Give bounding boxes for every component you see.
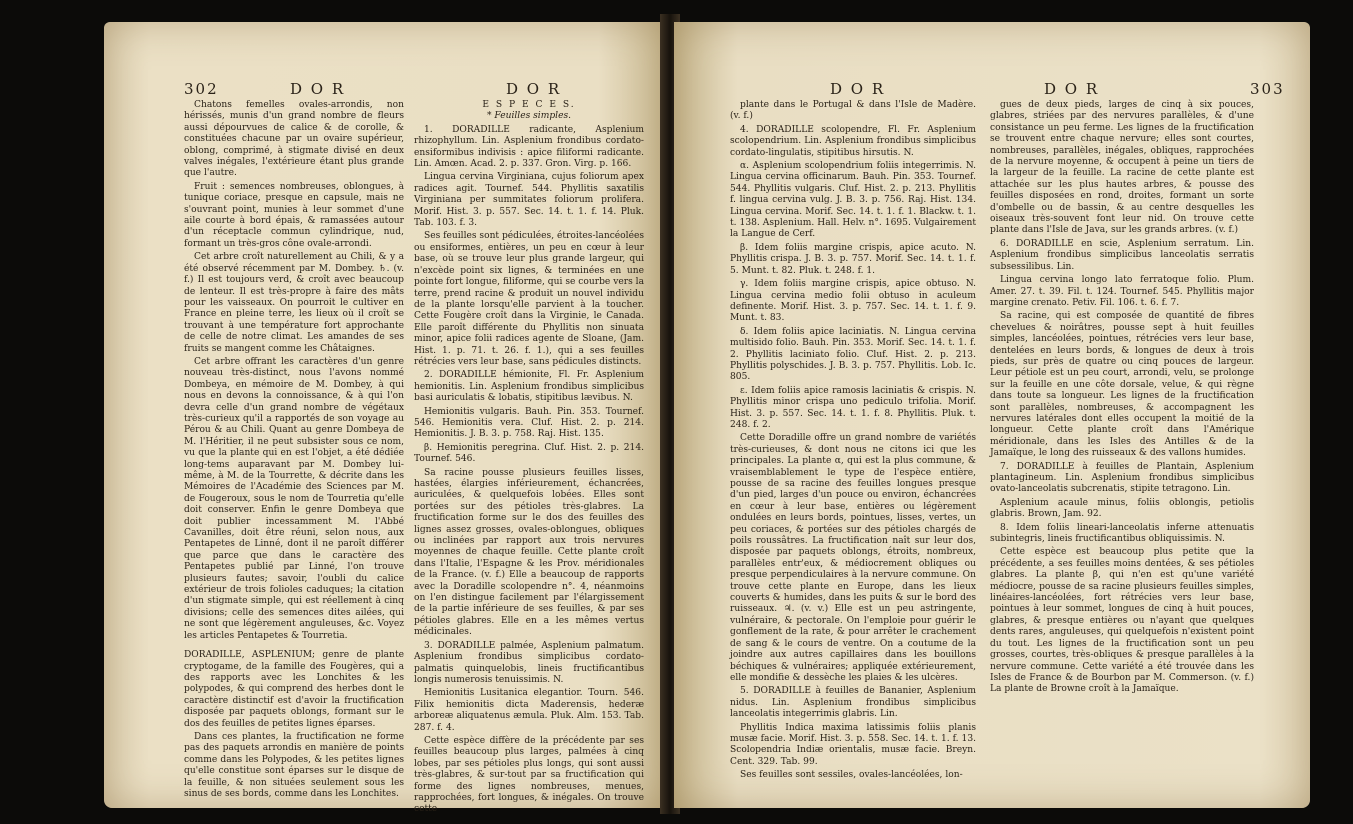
paragraph: Sa racine, qui est composée de quantité de fibres chevelues & noirâtres, pousse sept à huit feuilles simples, lancéolées, pointues, rétrécies vers leur base, dentelées en leurs bords, & longues de deux à trois pieds, sur près de quatre ou cinq pouces de largeur. Leur pétiole est un peu court, arrondi, velu, se prolonge sur la feuille en une côte dorsale, velue, & qui règne dans toute sa longueur. Les lignes de la fructification sont parallèles, nombreuses, & accompagnent les nervures latérales dont elles occupent la moitié de la longueur. Cette plante croît dans l'Amérique méridionale, dans les Isles des Antilles & de la Jamaïque, le long des ruisseaux & des vallons humides. bbox=[990, 311, 1254, 459]
paragraph: Lingua cervina Virginiana, cujus foliorum apex radices agit. Tournef. 544. Phyllitis saxatilis Virginiana per summitates foliorum prolifera. Morif. Hist. 3. p. 557. Sec. 14. t. 1. f. 14. Pluk. Tab. 103. f. 3. bbox=[414, 172, 644, 229]
paragraph: Fruit : semences nombreuses, oblongues, à tunique coriace, presque en capsule, mais ne s'ouvrant point, munies à leur sommet d'une aile courte à bord épais, & ramassées autour d'un réceptacle commun cylindrique, nud, formant un très-gros cône ovale-arrondi. bbox=[184, 181, 404, 249]
paragraph: DORADILLE, ASPLENIUM; genre de plante cryptogame, de la famille des Fougères, qui a des rapports avec les Lonchites & les polypodes, & qui comprend des herbes dont le caractère distinctif est d'avoir la fructification disposée par paquets oblongs, formant sur le dos des feuilles de petites lignes éparses. bbox=[184, 650, 404, 729]
page-number: 302 bbox=[184, 80, 219, 98]
right-page bbox=[674, 22, 1310, 808]
paragraph: gues de deux pieds, larges de cinq à six pouces, glabres, striées par des nervures parallèles, & d'une consistance un peu ferme. Les lignes de la fructification se trouvent entre chaque nervure; elles sont courtes, nombreuses, parallèles, inégales, obliques, rapprochées de la nervure moyenne, & occupent à peine un tiers de la largeur de la feuille. La racine de cette plante est attachée sur les plus hautes arbres, & pousse des feuilles disposées en rond, droites, formant un sorte d'ombelle ou de bassin, & au centre desquelles les oiseaux très-souvent font leur nid. On trouve cette plante dans l'Isle de Java, sur les grands arbres. (v. f.) bbox=[990, 100, 1254, 236]
paragraph: Ses feuilles sont sessiles, ovales-lancéolées, lon- bbox=[740, 770, 963, 781]
paragraph: 3. DORADILLE palmée, Asplenium palmatum. Asplenium frondibus simplicibus cordato-palmatis quinquelobis, lineis fructificantibus longis numerosis tenuissimis. N. bbox=[414, 640, 644, 685]
text-column bbox=[730, 100, 976, 800]
paragraph: Hemionitis vulgaris. Bauh. Pin. 353. Tournef. 546. Hemionitis vera. Cluf. Hist. 2. p. 214. Hemionitis. J. B. 3. p. 758. Raj. Hist. 135. bbox=[414, 406, 644, 440]
running-head: D O R bbox=[1044, 80, 1100, 98]
running-head: D O R bbox=[830, 80, 886, 98]
paragraph: Hemionitis Lusitanica elegantior. Tourn. 546. Filix hemionitis dicta Maderensis, hederæ arboreæ aliquatenus æmula. Pluk. Alm. 153. Tab. 287. f. 4. bbox=[414, 688, 644, 733]
paragraph: Lingua cervina longo lato ferratoque folio. Plum. Amer. 27. t. 39. Fil. t. 124. Tournef. 545. Phyllitis major margine crenato. Petiv. Fil. 106. t. 6. f. 7. bbox=[990, 275, 1254, 308]
paragraph: 4. DORADILLE scolopendre, Fl. Fr. Asplenium scolopendrium. Lin. Asplenium frondibus simplicibus cordato-lingulatis, stipitibus hirsutis. N. bbox=[730, 124, 976, 158]
paragraph: 2. DORADILLE hémionite, Fl. Fr. Asplenium hemionitis. Lin. Asplenium frondibus simplicibus basi auriculatis & lobatis, stipitibus lævibus. N. bbox=[414, 370, 644, 404]
paragraph: Cet arbre croît naturellement au Chili, & y a été observé récemment par M. Dombey. ♄. (v. f.) Il est toujours verd, & croît avec beaucoup de lenteur. Il est très-propre à faire des mâts pour les vaisseaux. On pourroit le cultiver en France en pleine terre, les lieux où il croît se trouvant à une température fort approchante de celle de notre climat. Les amandes de ses fruits se mangent comme les Châtaignes. bbox=[184, 252, 404, 354]
paragraph: ε. Idem foliis apice ramosis laciniatis & crispis. N. Phyllitis minor crispa uno pediculo trifolia. Morif. Hist. 3. p. 557. Sec. 14. t. 1. f. 8. Phyllitis. Pluk. t. 248. f. 2. bbox=[730, 385, 976, 430]
paragraph: plante dans le Portugal & dans l'Isle de Madère. (v. f.) bbox=[730, 100, 976, 122]
paragraph: β. Idem foliis margine crispis, apice acuto. N. Phyllitis crispa. J. B. 3. p. 757. Morif. Sec. 14. t. 1. f. 5. Munt. t. 82. Pluk. t. 248. f. 1. bbox=[730, 242, 976, 276]
paragraph: Cet arbre offrant les caractères d'un genre nouveau très-distinct, nous l'avons nommé Dombeya, en mémoire de M. Dombey, à qui nous en devons la connoissance, & à qui l'on devra celle d'un grand nombre de végétaux très-curieux qu'il a rapportés de son voyage au Pérou & au Chili. Quant au genre Dombeya de M. l'Héritier, il ne peut subsister sous ce nom, vu que la plante qui en est l'objet, a été dédiée long-tems auparavant par M. Dombey lui-même, à M. de la Tourrette, & décrite dans les Mémoires de l'Académie des Sciences par M. de Fougeroux, sous le nom de Tourretia qu'elle doit conserver. Enfin le genre Dombeya que doit publier incessamment M. l'Abbé Cavanilles, doit être réuni, selon nous, aux Pentapetes de Linné, dont il ne paroît différer que parce que dans le caractère des Pentapetes publié par Linné, l'on trouve plusieurs fautes; savoir, l'oubli du calice extérieur de trois folioles caduques; la citation d'un stigmate simple, qui est réellement à cinq divisions; celle des semences dites ailées, qui ne sont que légèrement anguleuses, &c. Voyez les articles Pentapetes & Tourretia. bbox=[184, 356, 404, 641]
paragraph: Chatons femelles ovales-arrondis, non hérissés, munis d'un grand nombre de fleurs aussi dépourvues de calice & de corolle, & constituées chacune par un ovaire supérieur, oblong, comprimé, à stigmate divisé en deux valves inégales, l'extérieure étant plus grande que l'autre. bbox=[184, 100, 404, 179]
left-page bbox=[104, 22, 666, 815]
paragraph: δ. Idem foliis apice laciniatis. N. Lingua cervina multisido folio. Bauh. Pin. 353. Morif. Sec. 14. t. 1. f. 2. Phyllitis laciniato folio. Cluf. Hist. 2. p. 213. Phyllitis polyschides. J. B. 3. p. 757. Phyllitis. Lob. Ic. 805. bbox=[730, 326, 976, 383]
running-head: D O R bbox=[506, 80, 562, 98]
text-column bbox=[184, 100, 404, 800]
paragraph: Phyllitis Indica maxima latissimis foliis planis musæ facie. Morif. Hist. 3. p. 558. Sec. 14. t. 1. f. 13. Scolopendria Indiæ orientalis, musæ facie. Breyn. Cent. 329. Tab. 99. bbox=[730, 722, 976, 767]
paragraph: 7. DORADILLE à feuilles de Plantain, Asplenium plantagineum. Lin. Asplenium frondibus simplicibus ovato-lanceolatis subcrenatis, stipite tetragono. Lin. bbox=[990, 461, 1254, 495]
paragraph: Asplenium acaule minus, foliis oblongis, petiolis glabris. Brown, Jam. 92. bbox=[990, 497, 1254, 520]
paragraph: * Feuilles simples. bbox=[486, 111, 572, 122]
text-column bbox=[414, 100, 644, 815]
paragraph: 8. Idem foliis lineari-lanceolatis inferne attenuatis subintegris, lineis fructificantibus obliquissimis. N. bbox=[990, 522, 1254, 545]
text-column bbox=[990, 100, 1254, 800]
page-number: 303 bbox=[1250, 80, 1285, 98]
paragraph: E S P E C E S. bbox=[482, 100, 576, 110]
paragraph: Dans ces plantes, la fructification ne forme pas des paquets arrondis en manière de points comme dans les Polypodes, & les petites lignes qu'elle constitue sont éparses sur le disque de la feuille, & non situées seulement sous les sinus de ses bords, comme dans les Lonchites. bbox=[184, 731, 404, 799]
running-head: D O R bbox=[290, 80, 346, 98]
paragraph: Cette espèce diffère de la précédente par ses feuilles beaucoup plus larges, palmées à cinq lobes, par ses pétioles plus longs, qui sont aussi très-glabres, & sur-tout par sa fructification qui forme des lignes nombreuses, menues, rapprochées, fort longues, & inégales. On trouve cette bbox=[414, 735, 644, 815]
paragraph: α. Asplenium scolopendrium foliis integerrimis. N. Lingua cervina officinarum. Bauh. Pin. 353. Tournef. 544. Phyllitis vulgaris. Cluf. Hist. 2. p. 213. Phyllitis f. lingua cervina vulg. J. B. 3. p. 756. Raj. Hist. 134. Lingua cervina. Morif. Sec. 14. t. 1. f. 1. Blackw. t. 1. t. 138. Asplenium. Hall. Helv. n°. 1695. Vulgairement la Langue de Cerf. bbox=[730, 161, 976, 240]
open-book bbox=[104, 14, 1322, 814]
paragraph: 1. DORADILLE radicante, Asplenium rhizophyllum. Lin. Asplenium frondibus cordato-ensiformibus indivisis : apice filiformi radicante. Lin. Amœn. Acad. 2. p. 337. Gron. Virg. p. 166. bbox=[414, 124, 644, 170]
paragraph: γ. Idem foliis margine crispis, apice obtuso. N. Lingua cervina medio folii obtuso in aculeum definente. Morif. Hist. 3. p. 757. Sec. 14. t. 1. f. 9. Munt. t. 83. bbox=[730, 279, 976, 324]
paragraph: Ses feuilles sont pédiculées, étroites-lancéolées ou ensiformes, entières, un peu en cœur à leur base, où se trouve leur plus grande largeur, qui n'excède point six lignes, & terminées en une pointe fort longue, filiforme, qui se courbe vers la terre, prend racine & produit un nouvel individu de la plante lorsqu'elle parvient à la toucher. Cette Fougère croît dans la Virginie, le Canada. Elle paroît différente du Phyllitis non sinuata minor, apice folii radices agente de Sloane, (Jam. Hist. 1. p. 71. t. 26. f. 1.), qui a ses feuilles rétrécies vers leur base, sans pédicules distincts. bbox=[414, 231, 644, 367]
paragraph: 5. DORADILLE à feuilles de Bananier, Asplenium nidus. Lin. Asplenium frondibus simplicibus lanceolatis integerrimis glabris. Lin. bbox=[730, 686, 976, 720]
paragraph: Cette espèce est beaucoup plus petite que la précédente, a ses feuilles moins dentées, & ses pétioles glabres. La plante β, qui n'en est qu'une variété médiocre, pousse de sa racine plusieurs feuilles simples, linéaires-lancéolées, fort rétrécies vers leur base, pointues à leur sommet, longues de cinq à huit pouces, glabres, & presque entières ou n'ayant que quelques dents rares, anguleuses, qui quelquefois n'existent point du tout. Les lignes de la fructification sont un peu grosses, courtes, très-obliques & presque parallèles à la nervure commune. Cette variété a été trouvée dans les Isles de France & de Bourbon par M. Commerson. (v. f.) La plante de Browne croît à la Jamaïque. bbox=[990, 547, 1254, 695]
paragraph: 6. DORADILLE en scie, Asplenium serratum. Lin. Asplenium frondibus simplicibus lanceolatis serratis subsessilibus. Lin. bbox=[990, 238, 1254, 272]
paragraph: Cette Doradille offre un grand nombre de variétés très-curieuses, & dont nous ne citons ici que les principales. La plante α, qui est la plus commune, & vraisemblablement le type de l'espèce entière, pousse de sa racine des feuilles longues presque d'un pied, larges d'un pouce ou environ, échancrées en cœur à leur base, entières ou légèrement ondulées en leurs bords, pointues, lisses, vertes, un peu coriaces, & portées sur des pétioles chargés de poils roussâtres. La fructification naît sur leur dos, disposée par paquets oblongs, étroits, nombreux, parallèles entr'eux, & médiocrement obliques ou presque perpendiculaires à la nervure commune. On trouve cette plante en Europe, dans les lieux couverts & humides, dans les puits & sur le bord des ruisseaux. ♃. (v. v.) Elle est un peu astringente, vulnéraire, & pectorale. On l'emploie pour guérir le gonflement de la rate, & pour arrêter le crachement de sang & le cours de ventre. On a coutume de la joindre aux autres capillaires dans les bouillons béchiques & vulnéraires; appliquée extérieurement, elle mondifie & dessèche les plaies & les ulcères. bbox=[730, 433, 976, 683]
paragraph: β. Hemionitis peregrina. Cluf. Hist. 2. p. 214. Tournef. 546. bbox=[414, 442, 644, 465]
paragraph: Sa racine pousse plusieurs feuilles lisses, hastées, élargies inférieurement, échancrées, auriculées, & quelquefois lobées. Elles sont portées sur des pétioles très-glabres. La fructification forme sur le dos des feuilles des lignes assez grosses, ovales-oblongues, obliques ou inclinées par rapport aux trois nervures moyennes de chaque feuille. Cette plante croît dans l'Italie, l'Espagne & les Prov. méridionales de la France. (v. f.) Elle a beaucoup de rapports avec la Doradille scolopendre n°. 4, néanmoins on l'en distingue facilement par l'élargissement de la partie inférieure de ses feuilles, & par ses pétioles glabres. Elle en a les mêmes vertus médicinales. bbox=[414, 467, 644, 638]
